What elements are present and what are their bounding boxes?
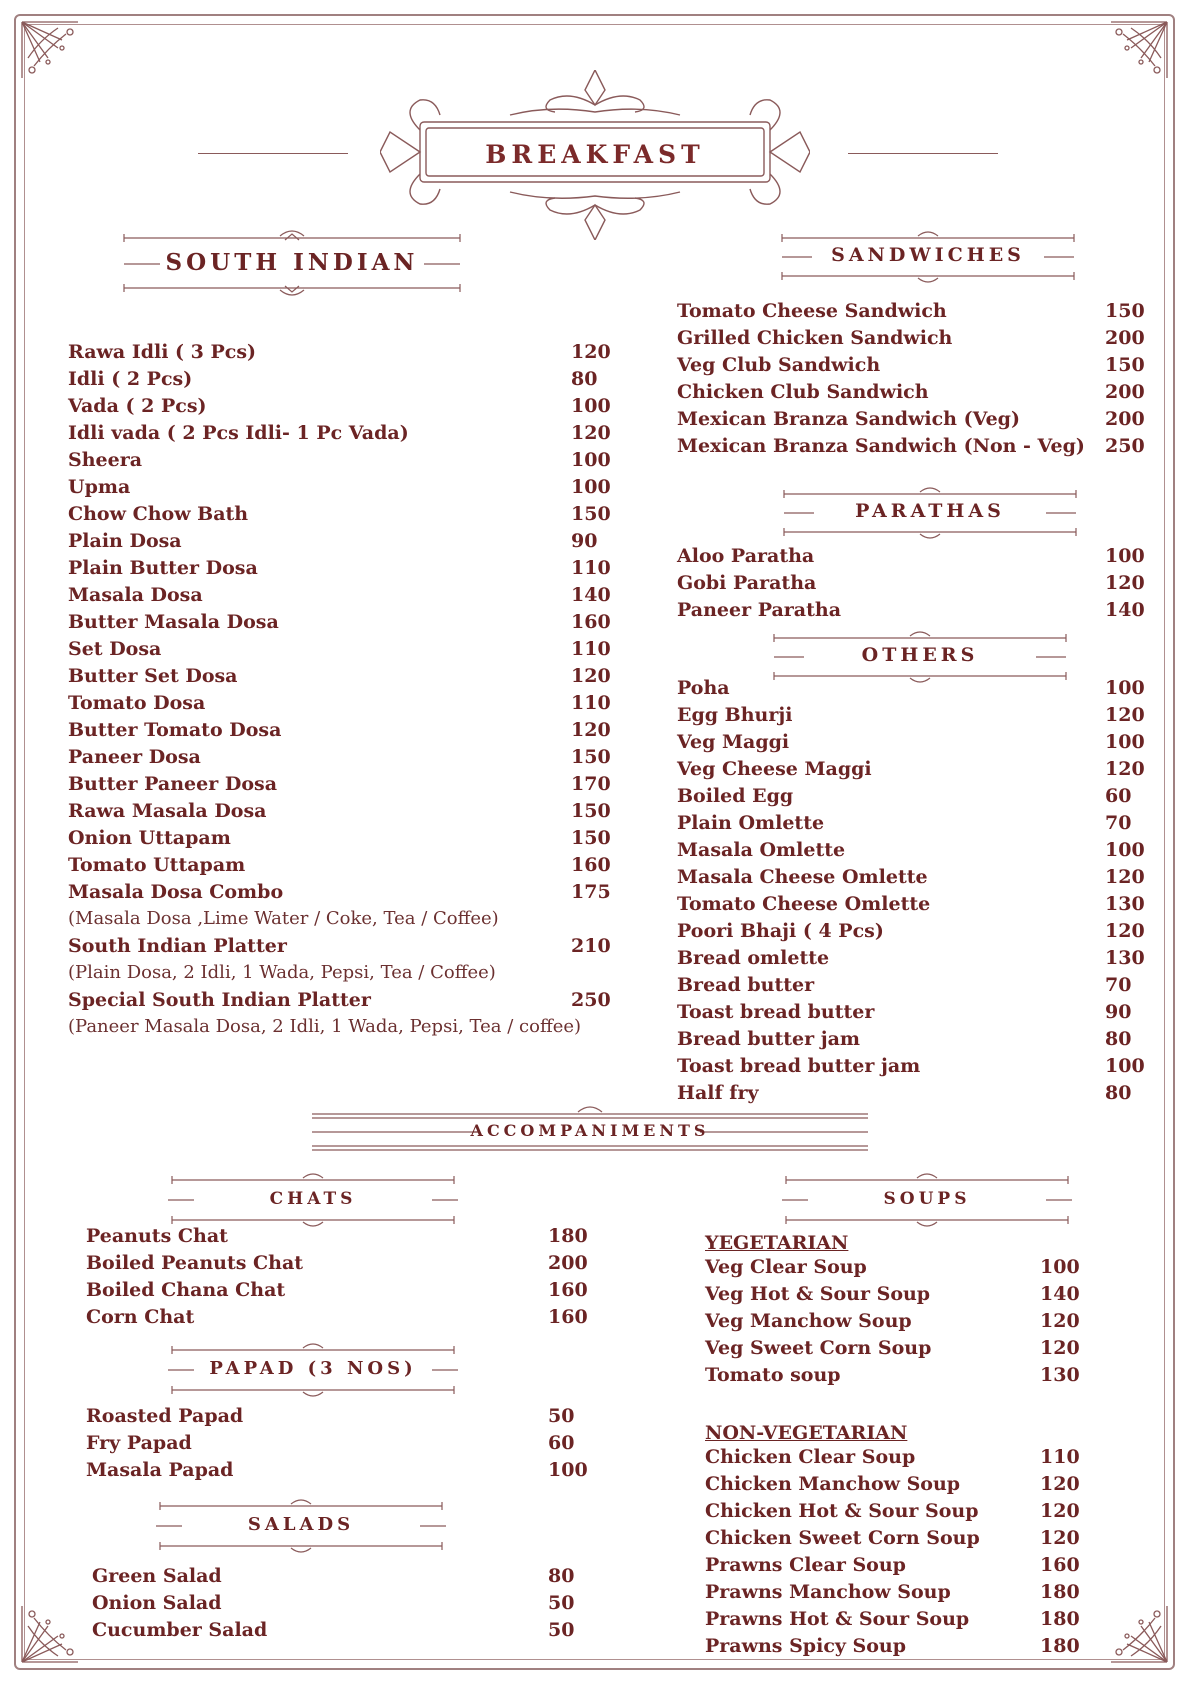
item-name: Upma	[68, 476, 131, 498]
item-price: 60	[548, 1432, 575, 1454]
menu-item	[677, 920, 1147, 947]
section-header-parathas	[780, 484, 1080, 540]
menu-item	[68, 476, 628, 503]
item-name: Mexican Branza Sandwich (Non - Veg)	[677, 435, 1085, 457]
item-price: 180	[548, 1225, 588, 1247]
menu-item	[68, 557, 628, 584]
menu-item	[68, 584, 628, 611]
item-price: 120	[1040, 1527, 1080, 1549]
item-price: 160	[548, 1279, 588, 1301]
item-name: Gobi Paratha	[677, 572, 817, 594]
parathas-list	[677, 545, 1147, 626]
item-price: 110	[571, 692, 611, 714]
soups-veg-subheading: YEGETARIAN	[705, 1232, 849, 1254]
item-price: 100	[1105, 731, 1145, 753]
south-indian-list	[68, 341, 628, 1043]
item-name: Roasted Papad	[86, 1405, 244, 1427]
item-name: Plain Omlette	[677, 812, 825, 834]
item-price: 160	[571, 854, 611, 876]
item-name: Bread omlette	[677, 947, 830, 969]
menu-item	[92, 1592, 612, 1619]
soups-nonveg-list	[705, 1446, 1145, 1662]
item-name: Chicken Manchow Soup	[705, 1473, 961, 1495]
item-name: Special South Indian Platter	[68, 989, 371, 1011]
menu-item	[86, 1459, 606, 1486]
item-name: Onion Uttapam	[68, 827, 231, 849]
item-name: (Paneer Masala Dosa, 2 Idli, 1 Wada, Pepsi, Tea / coffee)	[68, 1016, 582, 1037]
item-price: 150	[571, 746, 611, 768]
section-title: OTHERS	[861, 644, 979, 666]
section-title: SALADS	[247, 1514, 355, 1535]
item-price: 120	[1105, 704, 1145, 726]
item-name: Veg Sweet Corn Soup	[705, 1337, 932, 1359]
menu-item	[677, 300, 1147, 327]
item-price: 120	[1040, 1310, 1080, 1332]
item-name: Idli ( 2 Pcs)	[68, 368, 193, 390]
corner-ornament-top-right-icon	[1101, 18, 1171, 88]
papad-list	[86, 1405, 606, 1486]
item-name: Egg Bhurji	[677, 704, 793, 726]
item-price: 130	[1105, 893, 1145, 915]
menu-item	[68, 854, 628, 881]
menu-item	[68, 773, 628, 800]
item-price: 150	[571, 503, 611, 525]
menu-item	[677, 704, 1147, 731]
menu-item	[86, 1279, 606, 1306]
item-price: 200	[1105, 381, 1145, 403]
menu-item	[705, 1635, 1145, 1662]
menu-item	[677, 354, 1147, 381]
item-name: Sheera	[68, 449, 143, 471]
item-name: Tomato Uttapam	[68, 854, 246, 876]
item-price: 120	[571, 719, 611, 741]
menu-item	[68, 503, 628, 530]
item-name: Paneer Paratha	[677, 599, 842, 621]
menu-item	[705, 1283, 1145, 1310]
section-title: PAPAD (3 NOS)	[209, 1358, 417, 1379]
item-name: Butter Tomato Dosa	[68, 719, 282, 741]
item-price: 100	[1040, 1256, 1080, 1278]
item-price: 120	[571, 341, 611, 363]
item-name: Chicken Hot & Sour Soup	[705, 1500, 979, 1522]
menu-item	[677, 893, 1147, 920]
item-price: 180	[1040, 1608, 1080, 1630]
menu-item	[705, 1256, 1145, 1283]
item-price: 120	[1040, 1337, 1080, 1359]
menu-item	[705, 1473, 1145, 1500]
menu-item	[705, 1554, 1145, 1581]
menu-item	[677, 974, 1147, 1001]
item-price: 120	[1105, 758, 1145, 780]
menu-item	[68, 746, 628, 773]
item-name: Masala Dosa Combo	[68, 881, 284, 903]
item-name: Veg Club Sandwich	[677, 354, 881, 376]
menu-item	[68, 989, 628, 1016]
item-name: Boiled Peanuts Chat	[86, 1252, 304, 1274]
menu-item	[68, 800, 628, 827]
item-name: Prawns Clear Soup	[705, 1554, 906, 1576]
item-description	[68, 1016, 628, 1043]
menu-item	[68, 719, 628, 746]
item-name: Bread butter	[677, 974, 815, 996]
menu-item	[677, 947, 1147, 974]
item-price: 80	[1105, 1028, 1132, 1050]
item-price: 80	[1105, 1082, 1132, 1104]
item-name: Tomato Cheese Sandwich	[677, 300, 947, 322]
menu-item	[68, 530, 628, 557]
item-price: 160	[571, 611, 611, 633]
section-title: SOUPS	[883, 1189, 971, 1209]
item-price: 150	[571, 827, 611, 849]
item-price: 100	[571, 476, 611, 498]
item-price: 70	[1105, 812, 1132, 834]
item-name: Cucumber Salad	[92, 1619, 268, 1641]
item-price: 70	[1105, 974, 1132, 996]
item-price: 90	[1105, 1001, 1132, 1023]
menu-item	[705, 1446, 1145, 1473]
corner-ornament-bottom-left-icon	[18, 1596, 88, 1666]
item-name: Toast bread butter	[677, 1001, 875, 1023]
menu-item	[677, 327, 1147, 354]
item-price: 100	[1105, 677, 1145, 699]
menu-item	[677, 1001, 1147, 1028]
item-name: Veg Cheese Maggi	[677, 758, 872, 780]
menu-item	[68, 665, 628, 692]
section-title: ACCOMPANIMENTS	[470, 1121, 710, 1140]
section-title: CHATS	[269, 1189, 357, 1209]
item-price: 50	[548, 1592, 575, 1614]
others-list	[677, 677, 1147, 1109]
item-price: 100	[571, 395, 611, 417]
item-price: 90	[571, 530, 598, 552]
item-price: 130	[1040, 1364, 1080, 1386]
menu-item	[677, 599, 1147, 626]
item-name: Tomato soup	[705, 1364, 841, 1386]
item-price: 80	[548, 1565, 575, 1587]
menu-item	[68, 692, 628, 719]
item-name: Idli vada ( 2 Pcs Idli- 1 Pc Vada)	[68, 422, 409, 444]
item-price: 100	[1105, 1055, 1145, 1077]
item-price: 150	[1105, 354, 1145, 376]
menu-item	[705, 1581, 1145, 1608]
section-header-papad	[168, 1340, 458, 1400]
title-rule-right	[848, 153, 998, 154]
item-name: Masala Dosa	[68, 584, 203, 606]
item-price: 250	[1105, 435, 1145, 457]
item-name: Plain Dosa	[68, 530, 182, 552]
item-name: Boiled Egg	[677, 785, 794, 807]
item-price: 110	[571, 557, 611, 579]
item-price: 50	[548, 1619, 575, 1641]
item-price: 200	[1105, 327, 1145, 349]
title-rule-left	[198, 153, 348, 154]
menu-item	[677, 408, 1147, 435]
menu-item	[68, 422, 628, 449]
item-name: Plain Butter Dosa	[68, 557, 258, 579]
section-header-soups	[782, 1170, 1072, 1230]
item-name: Boiled Chana Chat	[86, 1279, 286, 1301]
section-header-sandwiches	[778, 228, 1078, 284]
sandwiches-list	[677, 300, 1147, 462]
item-name: Bread butter jam	[677, 1028, 861, 1050]
item-price: 200	[548, 1252, 588, 1274]
item-price: 250	[571, 989, 611, 1011]
item-name: Prawns Hot & Sour Soup	[705, 1608, 970, 1630]
menu-item	[68, 881, 628, 908]
item-price: 120	[1040, 1500, 1080, 1522]
menu-item	[677, 545, 1147, 572]
menu-item	[705, 1337, 1145, 1364]
menu-item	[677, 1082, 1147, 1109]
menu-item	[677, 1055, 1147, 1082]
item-name: Masala Papad	[86, 1459, 234, 1481]
item-price: 160	[1040, 1554, 1080, 1576]
menu-item	[68, 341, 628, 368]
item-name: Prawns Spicy Soup	[705, 1635, 907, 1657]
item-name: Fry Papad	[86, 1432, 192, 1454]
menu-item	[677, 839, 1147, 866]
item-name: Butter Set Dosa	[68, 665, 238, 687]
item-price: 120	[571, 665, 611, 687]
item-price: 120	[571, 422, 611, 444]
item-name: Paneer Dosa	[68, 746, 201, 768]
item-name: Butter Paneer Dosa	[68, 773, 277, 795]
menu-item	[68, 638, 628, 665]
item-name: Onion Salad	[92, 1592, 222, 1614]
menu-item	[705, 1310, 1145, 1337]
menu-item	[86, 1225, 606, 1252]
menu-item	[677, 435, 1147, 462]
menu-item	[705, 1500, 1145, 1527]
section-header-others	[770, 628, 1070, 684]
item-name: Chicken Clear Soup	[705, 1446, 916, 1468]
item-price: 140	[1105, 599, 1145, 621]
menu-item	[677, 758, 1147, 785]
item-price: 120	[1040, 1473, 1080, 1495]
item-name: Veg Clear Soup	[705, 1256, 867, 1278]
item-description	[68, 908, 628, 935]
section-title: SOUTH INDIAN	[165, 249, 419, 276]
item-name: Half fry	[677, 1082, 759, 1104]
soups-nonveg-subheading: NON-VEGETARIAN	[705, 1422, 908, 1444]
item-price: 130	[1105, 947, 1145, 969]
item-price: 120	[1105, 920, 1145, 942]
menu-item	[68, 611, 628, 638]
menu-item	[705, 1364, 1145, 1391]
item-name: Rawa Idli ( 3 Pcs)	[68, 341, 257, 363]
item-price: 120	[1105, 572, 1145, 594]
item-name: Toast bread butter jam	[677, 1055, 921, 1077]
item-price: 160	[548, 1306, 588, 1328]
item-name: Poha	[677, 677, 730, 699]
item-name: Vada ( 2 Pcs)	[68, 395, 207, 417]
item-price: 120	[1105, 866, 1145, 888]
item-price: 170	[571, 773, 611, 795]
item-price: 100	[548, 1459, 588, 1481]
item-name: Tomato Cheese Omlette	[677, 893, 931, 915]
section-title: PARATHAS	[855, 500, 1005, 522]
item-name: Tomato Dosa	[68, 692, 206, 714]
soups-veg-list	[705, 1256, 1145, 1391]
item-name: Chow Chow Bath	[68, 503, 249, 525]
item-price: 150	[571, 800, 611, 822]
page-title: BREAKFAST	[485, 140, 705, 169]
item-name: Chicken Club Sandwich	[677, 381, 929, 403]
menu-item	[68, 449, 628, 476]
item-price: 180	[1040, 1635, 1080, 1657]
menu-item	[677, 677, 1147, 704]
menu-item	[68, 935, 628, 962]
item-price: 60	[1105, 785, 1132, 807]
item-name: Veg Maggi	[677, 731, 790, 753]
menu-item	[677, 785, 1147, 812]
item-name: Rawa Masala Dosa	[68, 800, 267, 822]
item-price: 110	[571, 638, 611, 660]
menu-item	[86, 1306, 606, 1333]
item-name: South Indian Platter	[68, 935, 287, 957]
menu-item	[705, 1527, 1145, 1554]
item-price: 180	[1040, 1581, 1080, 1603]
menu-item	[677, 572, 1147, 599]
menu-item	[68, 827, 628, 854]
menu-item	[68, 395, 628, 422]
menu-item	[68, 368, 628, 395]
item-price: 50	[548, 1405, 575, 1427]
item-name: Veg Hot & Sour Soup	[705, 1283, 931, 1305]
section-title: SANDWICHES	[831, 244, 1025, 266]
section-header-salads	[156, 1496, 446, 1556]
menu-item	[92, 1619, 612, 1646]
item-name: Mexican Branza Sandwich (Veg)	[677, 408, 1020, 430]
item-price: 100	[1105, 545, 1145, 567]
item-price: 100	[571, 449, 611, 471]
item-name: Veg Manchow Soup	[705, 1310, 912, 1332]
item-name: (Plain Dosa, 2 Idli, 1 Wada, Pepsi, Tea / Coffee)	[68, 962, 496, 983]
menu-item	[677, 381, 1147, 408]
menu-item	[677, 731, 1147, 758]
menu-item	[86, 1405, 606, 1432]
item-name: Chicken Sweet Corn Soup	[705, 1527, 980, 1549]
item-price: 140	[571, 584, 611, 606]
title-cartouche	[380, 70, 810, 240]
item-name: (Masala Dosa ,Lime Water / Coke, Tea / Coffee)	[68, 908, 499, 929]
item-name: Masala Cheese Omlette	[677, 866, 928, 888]
item-price: 150	[1105, 300, 1145, 322]
menu-item	[677, 812, 1147, 839]
menu-item	[677, 1028, 1147, 1055]
item-name: Masala Omlette	[677, 839, 846, 861]
item-name: Corn Chat	[86, 1306, 195, 1328]
item-name: Prawns Manchow Soup	[705, 1581, 951, 1603]
item-name: Aloo Paratha	[677, 545, 815, 567]
item-price: 110	[1040, 1446, 1080, 1468]
corner-ornament-top-left-icon	[18, 18, 88, 88]
item-price: 200	[1105, 408, 1145, 430]
item-price: 100	[1105, 839, 1145, 861]
item-price: 140	[1040, 1283, 1080, 1305]
item-description	[68, 962, 628, 989]
menu-item	[677, 866, 1147, 893]
section-header-accompaniments	[310, 1102, 870, 1154]
item-price: 80	[571, 368, 598, 390]
menu-item	[705, 1608, 1145, 1635]
menu-item	[92, 1565, 612, 1592]
item-name: Poori Bhaji ( 4 Pcs)	[677, 920, 884, 942]
salads-list	[92, 1565, 612, 1646]
item-price: 175	[571, 881, 611, 903]
chats-list	[86, 1225, 606, 1333]
item-name: Set Dosa	[68, 638, 162, 660]
section-header-chats	[168, 1170, 458, 1230]
item-price: 210	[571, 935, 611, 957]
item-name: Peanuts Chat	[86, 1225, 228, 1247]
menu-item	[86, 1252, 606, 1279]
menu-item	[86, 1432, 606, 1459]
item-name: Grilled Chicken Sandwich	[677, 327, 953, 349]
section-header-south-indian	[120, 226, 464, 300]
item-name: Butter Masala Dosa	[68, 611, 279, 633]
item-name: Green Salad	[92, 1565, 222, 1587]
